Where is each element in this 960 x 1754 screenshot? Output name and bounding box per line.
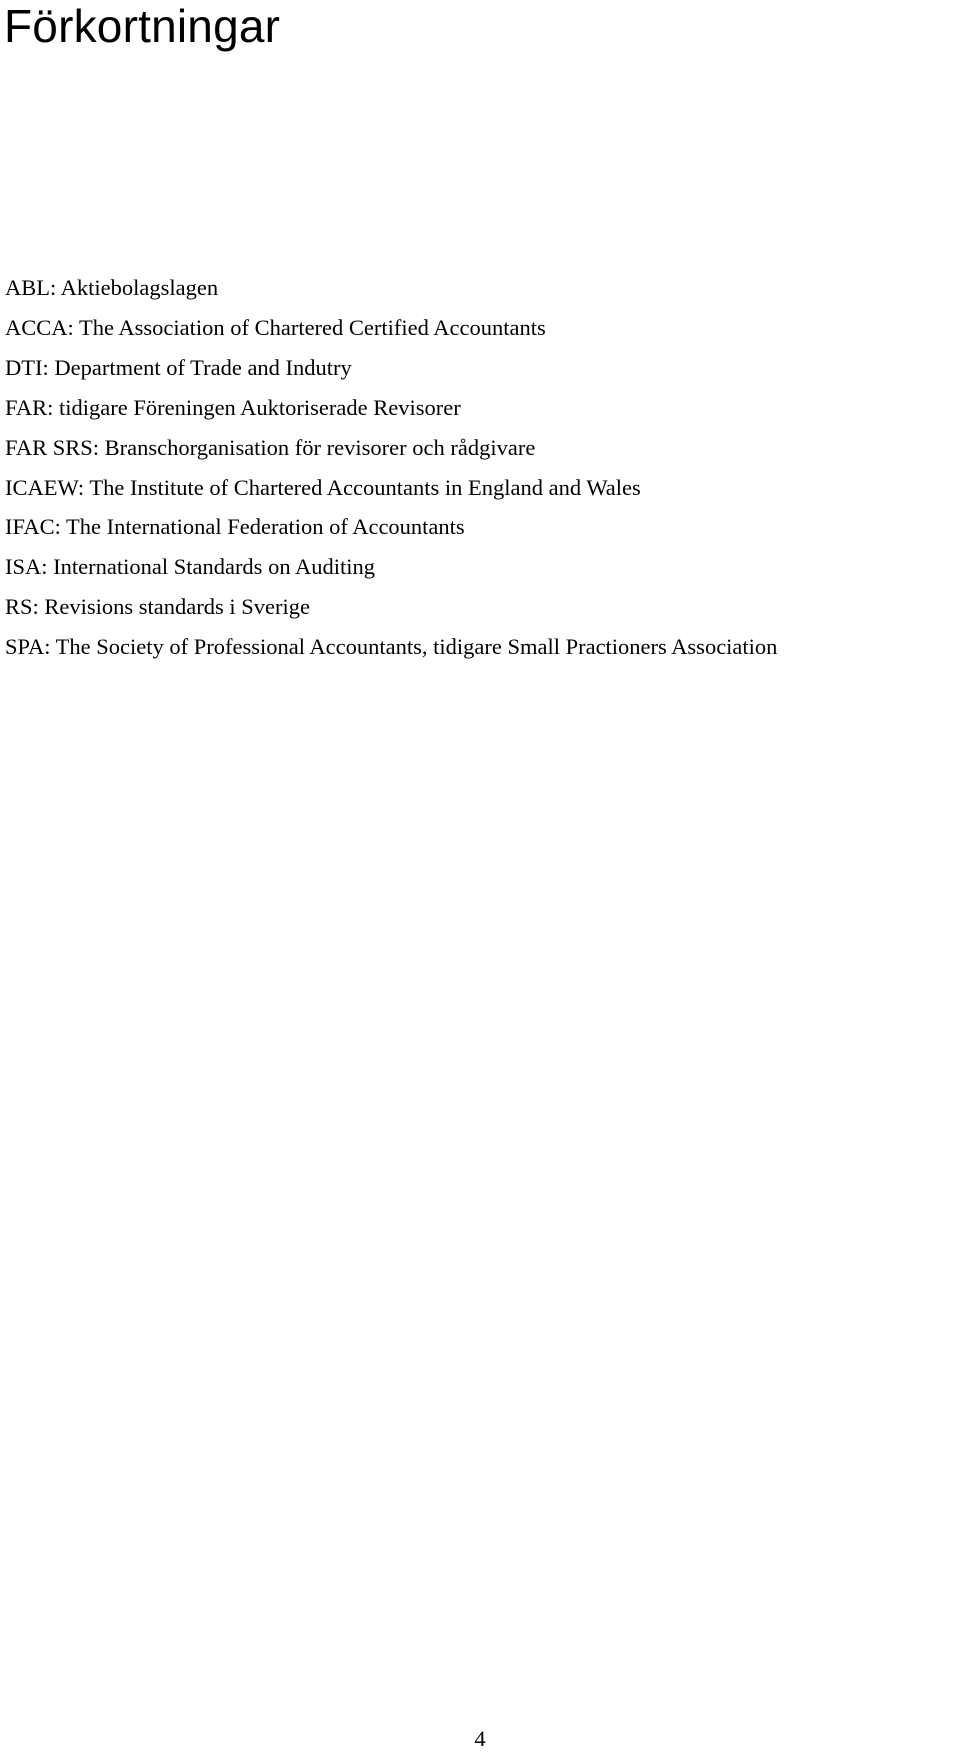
abbreviation-icaew: ICAEW: The Institute of Chartered Accountants in England and Wales [5,474,641,500]
abbreviation-list [5,268,957,667]
abbreviation-isa: ISA: International Standards on Auditing [5,554,375,580]
abbreviation-dti: DTI: Department of Trade and Indutry [5,354,352,380]
abbreviation-spa: SPA: The Society of Professional Accountants, tidigare Small Practioners Association [5,634,778,660]
abbreviation-acca: ACCA: The Association of Chartered Certified Accountants [5,314,546,340]
page-number: 4 [474,1726,486,1751]
abbreviation-far: FAR: tidigare Föreningen Auktoriserade Revisorer [5,394,461,420]
abbreviation-rs: RS: Revisions standards i Sverige [5,594,310,620]
page-title: Förkortningar [4,0,281,52]
abbreviation-far-srs: FAR SRS: Branschorganisation för revisorer och rådgivare [5,434,536,460]
abbreviation-abl: ABL: Aktiebolagslagen [5,275,219,300]
abbreviation-ifac: IFAC: The International Federation of Accountants [5,514,465,540]
